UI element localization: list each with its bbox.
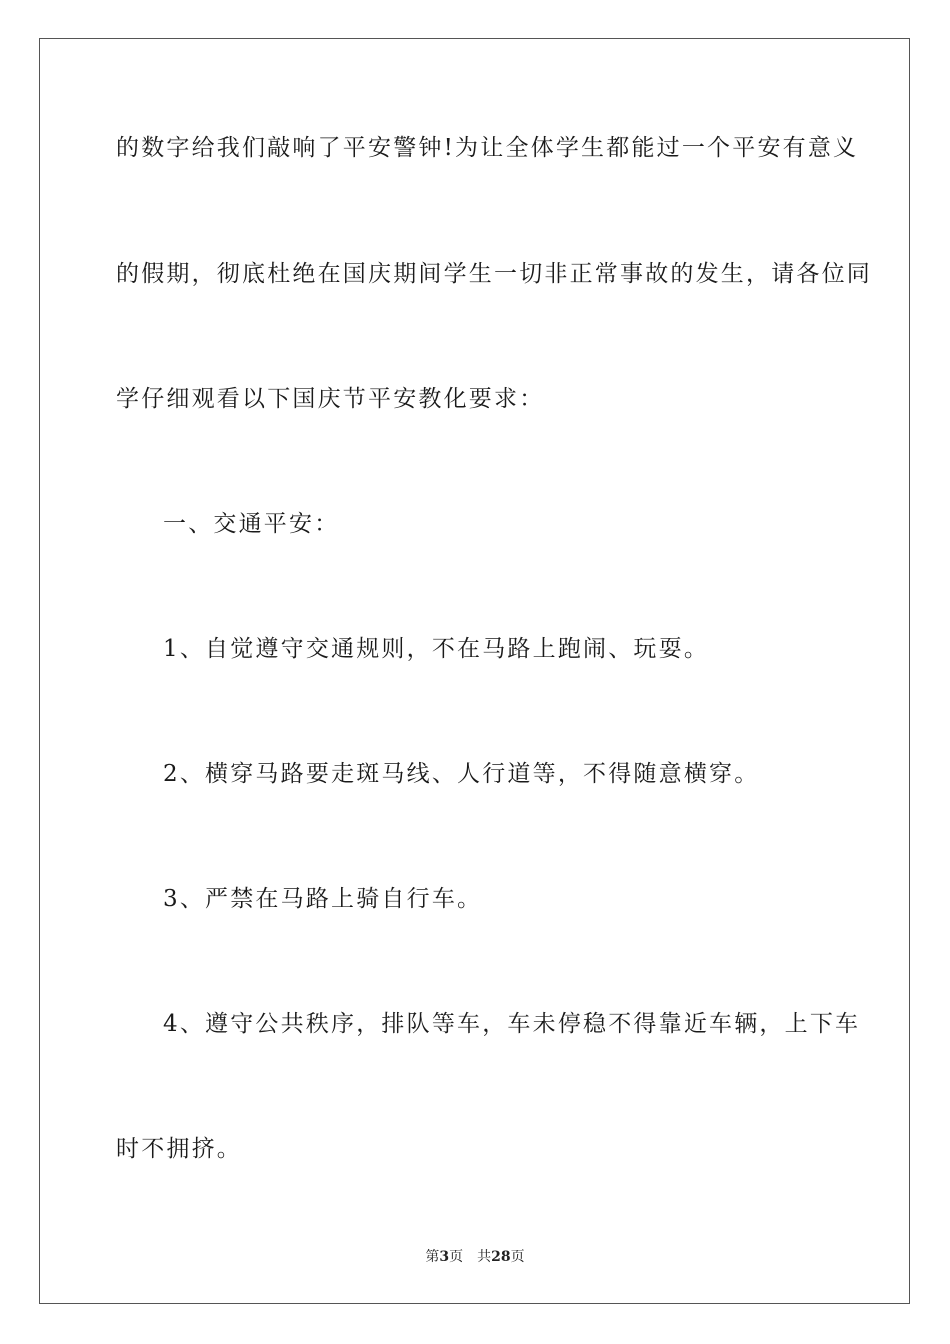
section-heading-traffic-safety: 一、交通平安： xyxy=(163,511,340,537)
current-page-number: 3 xyxy=(439,1249,450,1265)
page-frame xyxy=(39,38,910,1304)
page-footer xyxy=(0,1249,950,1265)
paragraph-line-1: 的数字给我们敲响了平安警钟!为让全体学生都能过一个平安有意义 xyxy=(116,135,859,161)
paragraph-line-2: 的假期，彻底杜绝在国庆期间学生一切非正常事故的发生，请各位同 xyxy=(116,261,872,287)
list-item-4: 4、遵守公共秩序，排队等车，车未停稳不得靠近车辆，上下车 xyxy=(163,1011,861,1037)
page-prefix: 第 xyxy=(425,1249,440,1265)
paragraph-line-3: 学仔细观看以下国庆节平安教化要求： xyxy=(116,386,545,412)
total-pages-number: 28 xyxy=(491,1249,511,1265)
list-item-2: 2、横穿马路要走斑马线、人行道等，不得随意横穿。 xyxy=(163,761,760,787)
total-prefix: 共 xyxy=(477,1249,492,1265)
list-item-3: 3、严禁在马路上骑自行车。 xyxy=(163,886,483,912)
page-suffix: 页 xyxy=(449,1249,464,1265)
list-item-4-continuation: 时不拥挤。 xyxy=(116,1136,242,1162)
list-item-1: 1、自觉遵守交通规则，不在马路上跑闹、玩耍。 xyxy=(163,636,710,662)
total-suffix: 页 xyxy=(510,1249,525,1265)
